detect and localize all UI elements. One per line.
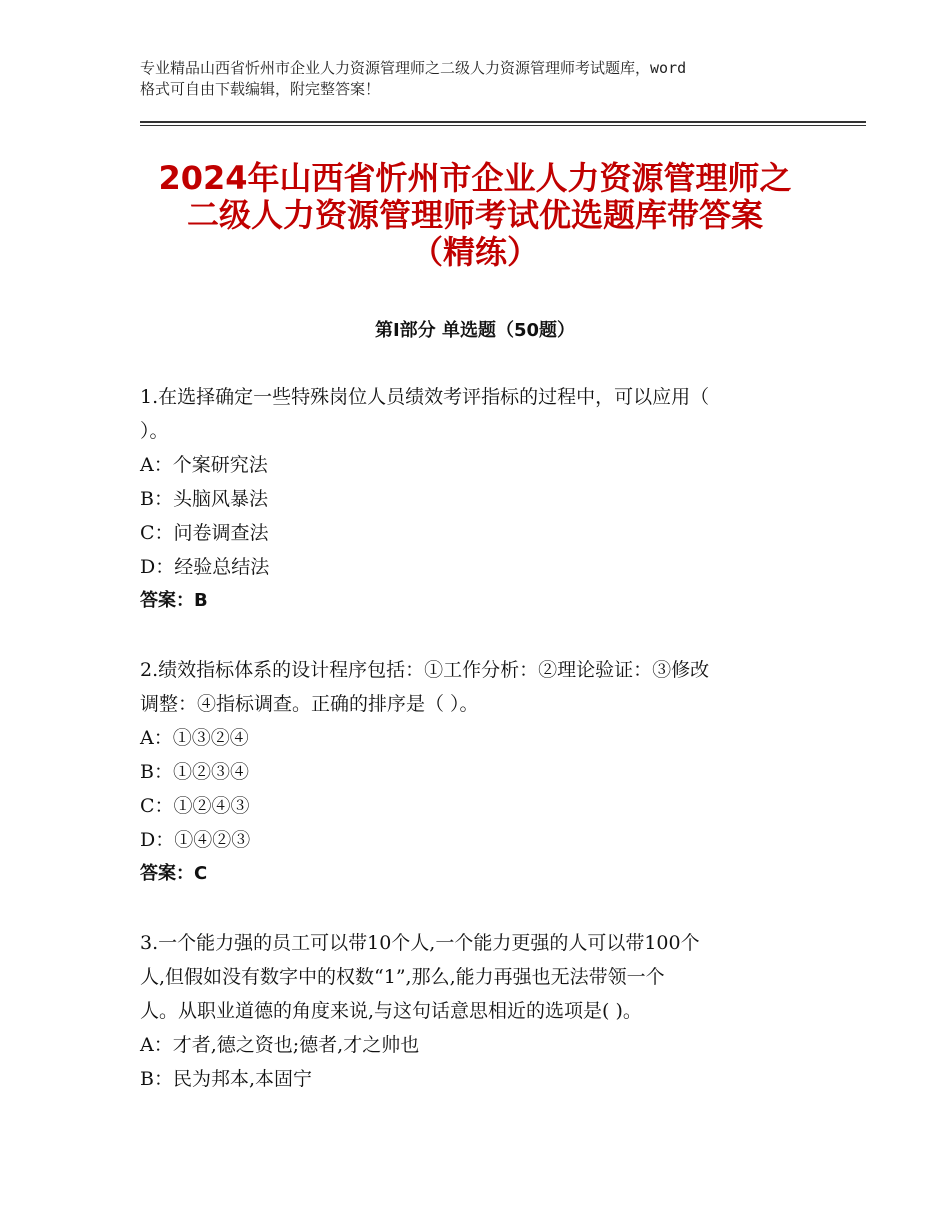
header-rule-thick [140,121,866,123]
page-title [110,160,840,271]
question-stem-line: 3.一个能力强的员工可以带10个人,一个能力更强的人可以带100个 [140,932,700,954]
option-d: D：经验总结法 [140,556,270,578]
option-b: B：①②③④ [140,761,249,783]
option-a: A：才者,德之资也;德者,才之帅也 [140,1034,420,1056]
question-1 [140,380,820,618]
title-line-3: （精练） [410,233,539,271]
option-c: C：①②④③ [140,795,250,817]
title-line-1: 2024年山西省忻州市企业人力资源管理师之 [158,159,792,197]
question-stem-line: 人。从职业道德的角度来说,与这句话意思相近的选项是( )。 [140,1000,642,1022]
option-d: D：①④②③ [140,829,251,851]
title-line-2: 二级人力资源管理师考试优选题库带答案 [186,196,763,234]
question-stem-line: 调整：④指标调查。正确的排序是（ ）。 [140,693,479,715]
question-3 [140,926,820,1096]
question-stem-line: 1.在选择确定一些特殊岗位人员绩效考评指标的过程中，可以应用（ [140,386,710,408]
option-b: B：民为邦本,本固宁 [140,1068,313,1090]
question-stem-line: 2.绩效指标体系的设计程序包括：①工作分析：②理论验证：③修改 [140,659,710,681]
question-2 [140,653,820,891]
question-stem-line: ）。 [140,420,169,442]
header-note [140,58,830,100]
option-c: C：问卷调查法 [140,522,269,544]
section-heading: 第Ⅰ部分 单选题（50题） [374,320,575,341]
answer: 答案：C [140,863,208,884]
header-note-line-1: 专业精品山西省忻州市企业人力资源管理师之二级人力资源管理师考试题库，word [140,59,687,77]
header-rule-thin [140,125,866,126]
option-b: B：头脑风暴法 [140,488,268,510]
answer: 答案：B [140,590,208,611]
question-stem-line: 人,但假如没有数字中的权数“1”,那么,能力再强也无法带领一个 [140,966,665,988]
option-a: A：①③②④ [140,727,249,749]
option-a: A：个案研究法 [140,454,268,476]
header-note-line-2: 格式可自由下载编辑，附完整答案！ [140,80,381,98]
